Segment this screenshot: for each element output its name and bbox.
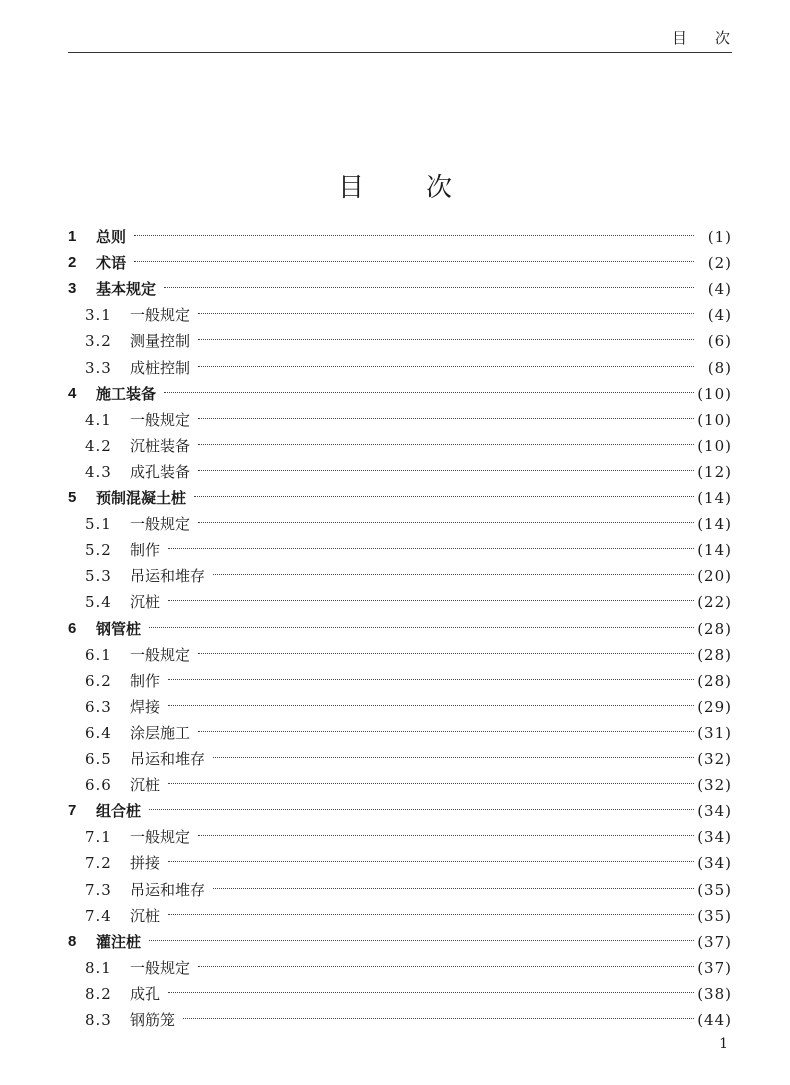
- toc-entry-number: 4: [68, 384, 77, 402]
- toc-entry-title: 基本规定: [96, 280, 157, 299]
- toc-entry-title: 成孔: [130, 984, 161, 1003]
- toc-entry-title: 一般规定: [130, 306, 191, 325]
- toc-entry-page: (28): [697, 619, 732, 638]
- toc-entry-number: 3.3: [85, 358, 112, 377]
- toc-section-entry: [0, 511, 790, 537]
- toc-entry-page: (14): [697, 541, 732, 560]
- toc-leader-dots: [168, 679, 694, 680]
- toc-leader-dots: [168, 600, 694, 601]
- toc-section-entry: [0, 407, 790, 433]
- toc-section-entry: [0, 459, 790, 485]
- toc-entry-title: 一般规定: [130, 958, 191, 977]
- toc-section-entry: [0, 772, 790, 798]
- toc-leader-dots: [213, 757, 694, 758]
- toc-section-entry: [0, 903, 790, 929]
- toc-entry-title: 成孔装备: [130, 462, 191, 481]
- toc-section-entry: [0, 1007, 790, 1033]
- toc-entry-number: 4.3: [85, 462, 112, 481]
- toc-entry-page: (20): [697, 567, 732, 586]
- toc-leader-dots: [198, 966, 694, 967]
- toc-leader-dots: [198, 418, 694, 419]
- toc-entry-number: 6.1: [85, 645, 112, 664]
- toc-entry-page: (34): [697, 828, 732, 847]
- toc-entry-title: 测量控制: [130, 332, 191, 351]
- toc-entry-number: 6: [68, 619, 77, 637]
- toc-section-entry: [0, 720, 790, 746]
- toc-section-entry: [0, 433, 790, 459]
- toc-entry-number: 8.2: [85, 984, 112, 1003]
- toc-entry-page: (44): [697, 1011, 732, 1029]
- toc-entry-number: 6.4: [85, 723, 112, 742]
- toc-entry-page: (8): [707, 358, 732, 377]
- toc-leader-dots: [198, 731, 694, 732]
- toc-section-entry: [0, 328, 790, 354]
- toc-chapter-entry: [0, 224, 790, 250]
- toc-entry-page: (37): [697, 932, 732, 951]
- toc-leader-dots: [149, 627, 694, 628]
- toc-entry-title: 沉桩: [130, 906, 161, 925]
- toc-entry-number: 8.3: [85, 1011, 112, 1029]
- toc-entry-title: 拼接: [130, 854, 161, 873]
- toc-section-entry: [0, 981, 790, 1007]
- toc-entry-page: (32): [697, 750, 732, 768]
- running-header: [68, 14, 758, 53]
- toc-entry-page: (29): [697, 697, 732, 716]
- toc-leader-dots: [149, 809, 694, 810]
- toc-entry-page: (6): [707, 332, 732, 351]
- toc-entry-page: (4): [707, 306, 732, 325]
- toc-leader-dots: [213, 574, 694, 575]
- toc-chapter-entry: [0, 929, 790, 955]
- toc-entry-number: 3.2: [85, 332, 112, 351]
- toc-section-entry: [0, 668, 790, 694]
- toc-entry-page: (10): [697, 384, 732, 403]
- toc-leader-dots: [213, 888, 694, 889]
- toc-entry-title: 施工装备: [96, 384, 157, 403]
- toc-entry-number: 5.3: [85, 567, 112, 586]
- toc-entry-title: 一般规定: [130, 410, 191, 429]
- toc-section-entry: [0, 563, 790, 589]
- toc-leader-dots: [164, 287, 694, 288]
- toc-entry-page: (4): [707, 280, 732, 299]
- toc-section-entry: [0, 355, 790, 381]
- toc-leader-dots: [198, 835, 694, 836]
- toc-entry-title: 组合桩: [96, 802, 142, 821]
- toc-entry-title: 制作: [130, 671, 161, 690]
- toc-leader-dots: [134, 235, 694, 236]
- toc-entry-number: 5.4: [85, 593, 112, 612]
- toc-entry-page: (1): [707, 228, 732, 246]
- toc-leader-dots: [168, 783, 694, 784]
- toc-entry-title: 沉桩: [130, 593, 161, 612]
- toc-entry-number: 3: [68, 280, 77, 298]
- toc-leader-dots: [168, 548, 694, 549]
- toc-entry-number: 7.1: [85, 828, 112, 847]
- toc-leader-dots: [168, 705, 694, 706]
- toc-section-entry: [0, 642, 790, 668]
- toc-entry-title: 总则: [96, 228, 127, 246]
- toc-entry-title: 钢管桩: [96, 619, 142, 638]
- toc-leader-dots: [198, 313, 694, 314]
- toc-entry-title: 涂层施工: [130, 723, 191, 742]
- toc-leader-dots: [149, 940, 694, 941]
- toc-entry-number: 4.2: [85, 436, 112, 455]
- toc-entry-number: 4.1: [85, 410, 112, 429]
- toc-entry-page: (14): [697, 515, 732, 534]
- toc-entry-number: 6.5: [85, 750, 112, 768]
- toc-section-entry: [0, 537, 790, 563]
- toc-entry-page: (14): [697, 489, 732, 507]
- toc-entry-number: 6.3: [85, 697, 112, 716]
- toc-entry-number: 8.1: [85, 958, 112, 977]
- toc-entry-title: 吊运和堆存: [130, 880, 206, 899]
- toc-entry-page: (32): [697, 776, 732, 795]
- toc-leader-dots: [198, 470, 694, 471]
- toc-entry-page: (28): [697, 671, 732, 690]
- toc-leader-dots: [198, 522, 694, 523]
- toc-entry-title: 钢筋笼: [130, 1011, 176, 1029]
- toc-entry-number: 1: [68, 228, 77, 245]
- toc-leader-dots: [134, 261, 694, 262]
- toc-entry-number: 8: [68, 932, 77, 950]
- toc-chapter-entry: [0, 250, 790, 276]
- toc-leader-dots: [164, 392, 694, 393]
- toc-leader-dots: [198, 339, 694, 340]
- toc-leader-dots: [198, 444, 694, 445]
- toc-section-entry: [0, 955, 790, 981]
- toc-entry-title: 术语: [96, 254, 127, 273]
- toc-section-entry: [0, 589, 790, 615]
- toc-entry-number: 5: [68, 489, 77, 506]
- toc-leader-dots: [168, 914, 694, 915]
- toc-leader-dots: [168, 992, 694, 993]
- toc-entry-page: (38): [697, 984, 732, 1003]
- toc-chapter-entry: [0, 276, 790, 302]
- toc-entry-title: 一般规定: [130, 828, 191, 847]
- toc-section-entry: [0, 746, 790, 772]
- toc-entry-number: 5.1: [85, 515, 112, 534]
- toc-entry-title: 灌注桩: [96, 932, 142, 951]
- toc-entry-page: (28): [697, 645, 732, 664]
- toc-chapter-entry: [0, 616, 790, 642]
- toc-entry-number: 6.6: [85, 776, 112, 795]
- toc-section-entry: [0, 877, 790, 903]
- toc-entry-page: (10): [697, 410, 732, 429]
- toc-entry-title: 成桩控制: [130, 358, 191, 377]
- toc-entry-page: (35): [697, 880, 732, 899]
- toc-entry-title: 一般规定: [130, 515, 191, 534]
- toc-section-entry: [0, 302, 790, 328]
- toc-entry-page: (22): [697, 593, 732, 612]
- toc-entry-number: 6.2: [85, 671, 112, 690]
- toc-entry-page: (34): [697, 802, 732, 821]
- toc-entry-number: 7: [68, 802, 77, 820]
- toc-section-entry: [0, 850, 790, 876]
- toc-entry-number: 5.2: [85, 541, 112, 560]
- toc-section-entry: [0, 694, 790, 720]
- toc-leader-dots: [198, 653, 694, 654]
- toc-entry-title: 吊运和堆存: [130, 567, 206, 586]
- toc-chapter-entry: [0, 798, 790, 824]
- toc-entry-title: 预制混凝土桩: [96, 489, 187, 507]
- toc-entry-page: (34): [697, 854, 732, 873]
- toc-entry-number: 2: [68, 254, 77, 272]
- toc-leader-dots: [194, 496, 694, 497]
- toc-entry-page: (10): [697, 436, 732, 455]
- toc-entry-page: (12): [697, 462, 732, 481]
- toc-chapter-entry: [0, 381, 790, 407]
- toc-entry-page: (35): [697, 906, 732, 925]
- toc-entry-number: 7.2: [85, 854, 112, 873]
- toc-leader-dots: [168, 861, 694, 862]
- toc-entry-title: 一般规定: [130, 645, 191, 664]
- toc-leader-dots: [183, 1018, 694, 1019]
- toc-entry-page: (37): [697, 958, 732, 977]
- toc-chapter-entry: [0, 485, 790, 511]
- toc-entry-title: 沉桩: [130, 776, 161, 795]
- toc-entry-page: (31): [697, 723, 732, 742]
- page-number: 1: [719, 1036, 728, 1052]
- toc-leader-dots: [198, 366, 694, 367]
- toc-entry-number: 7.4: [85, 906, 112, 925]
- toc-entry-title: 吊运和堆存: [130, 750, 206, 768]
- toc-entry-page: (2): [707, 254, 732, 273]
- toc-section-entry: [0, 824, 790, 850]
- toc-entry-title: 焊接: [130, 697, 161, 716]
- toc-entry-title: 沉桩装备: [130, 436, 191, 455]
- toc-entry-number: 3.1: [85, 306, 112, 325]
- running-header-title: 目次: [671, 29, 758, 47]
- page-title: 目次: [337, 173, 514, 203]
- toc-entry-title: 制作: [130, 541, 161, 560]
- toc-entry-number: 7.3: [85, 880, 112, 899]
